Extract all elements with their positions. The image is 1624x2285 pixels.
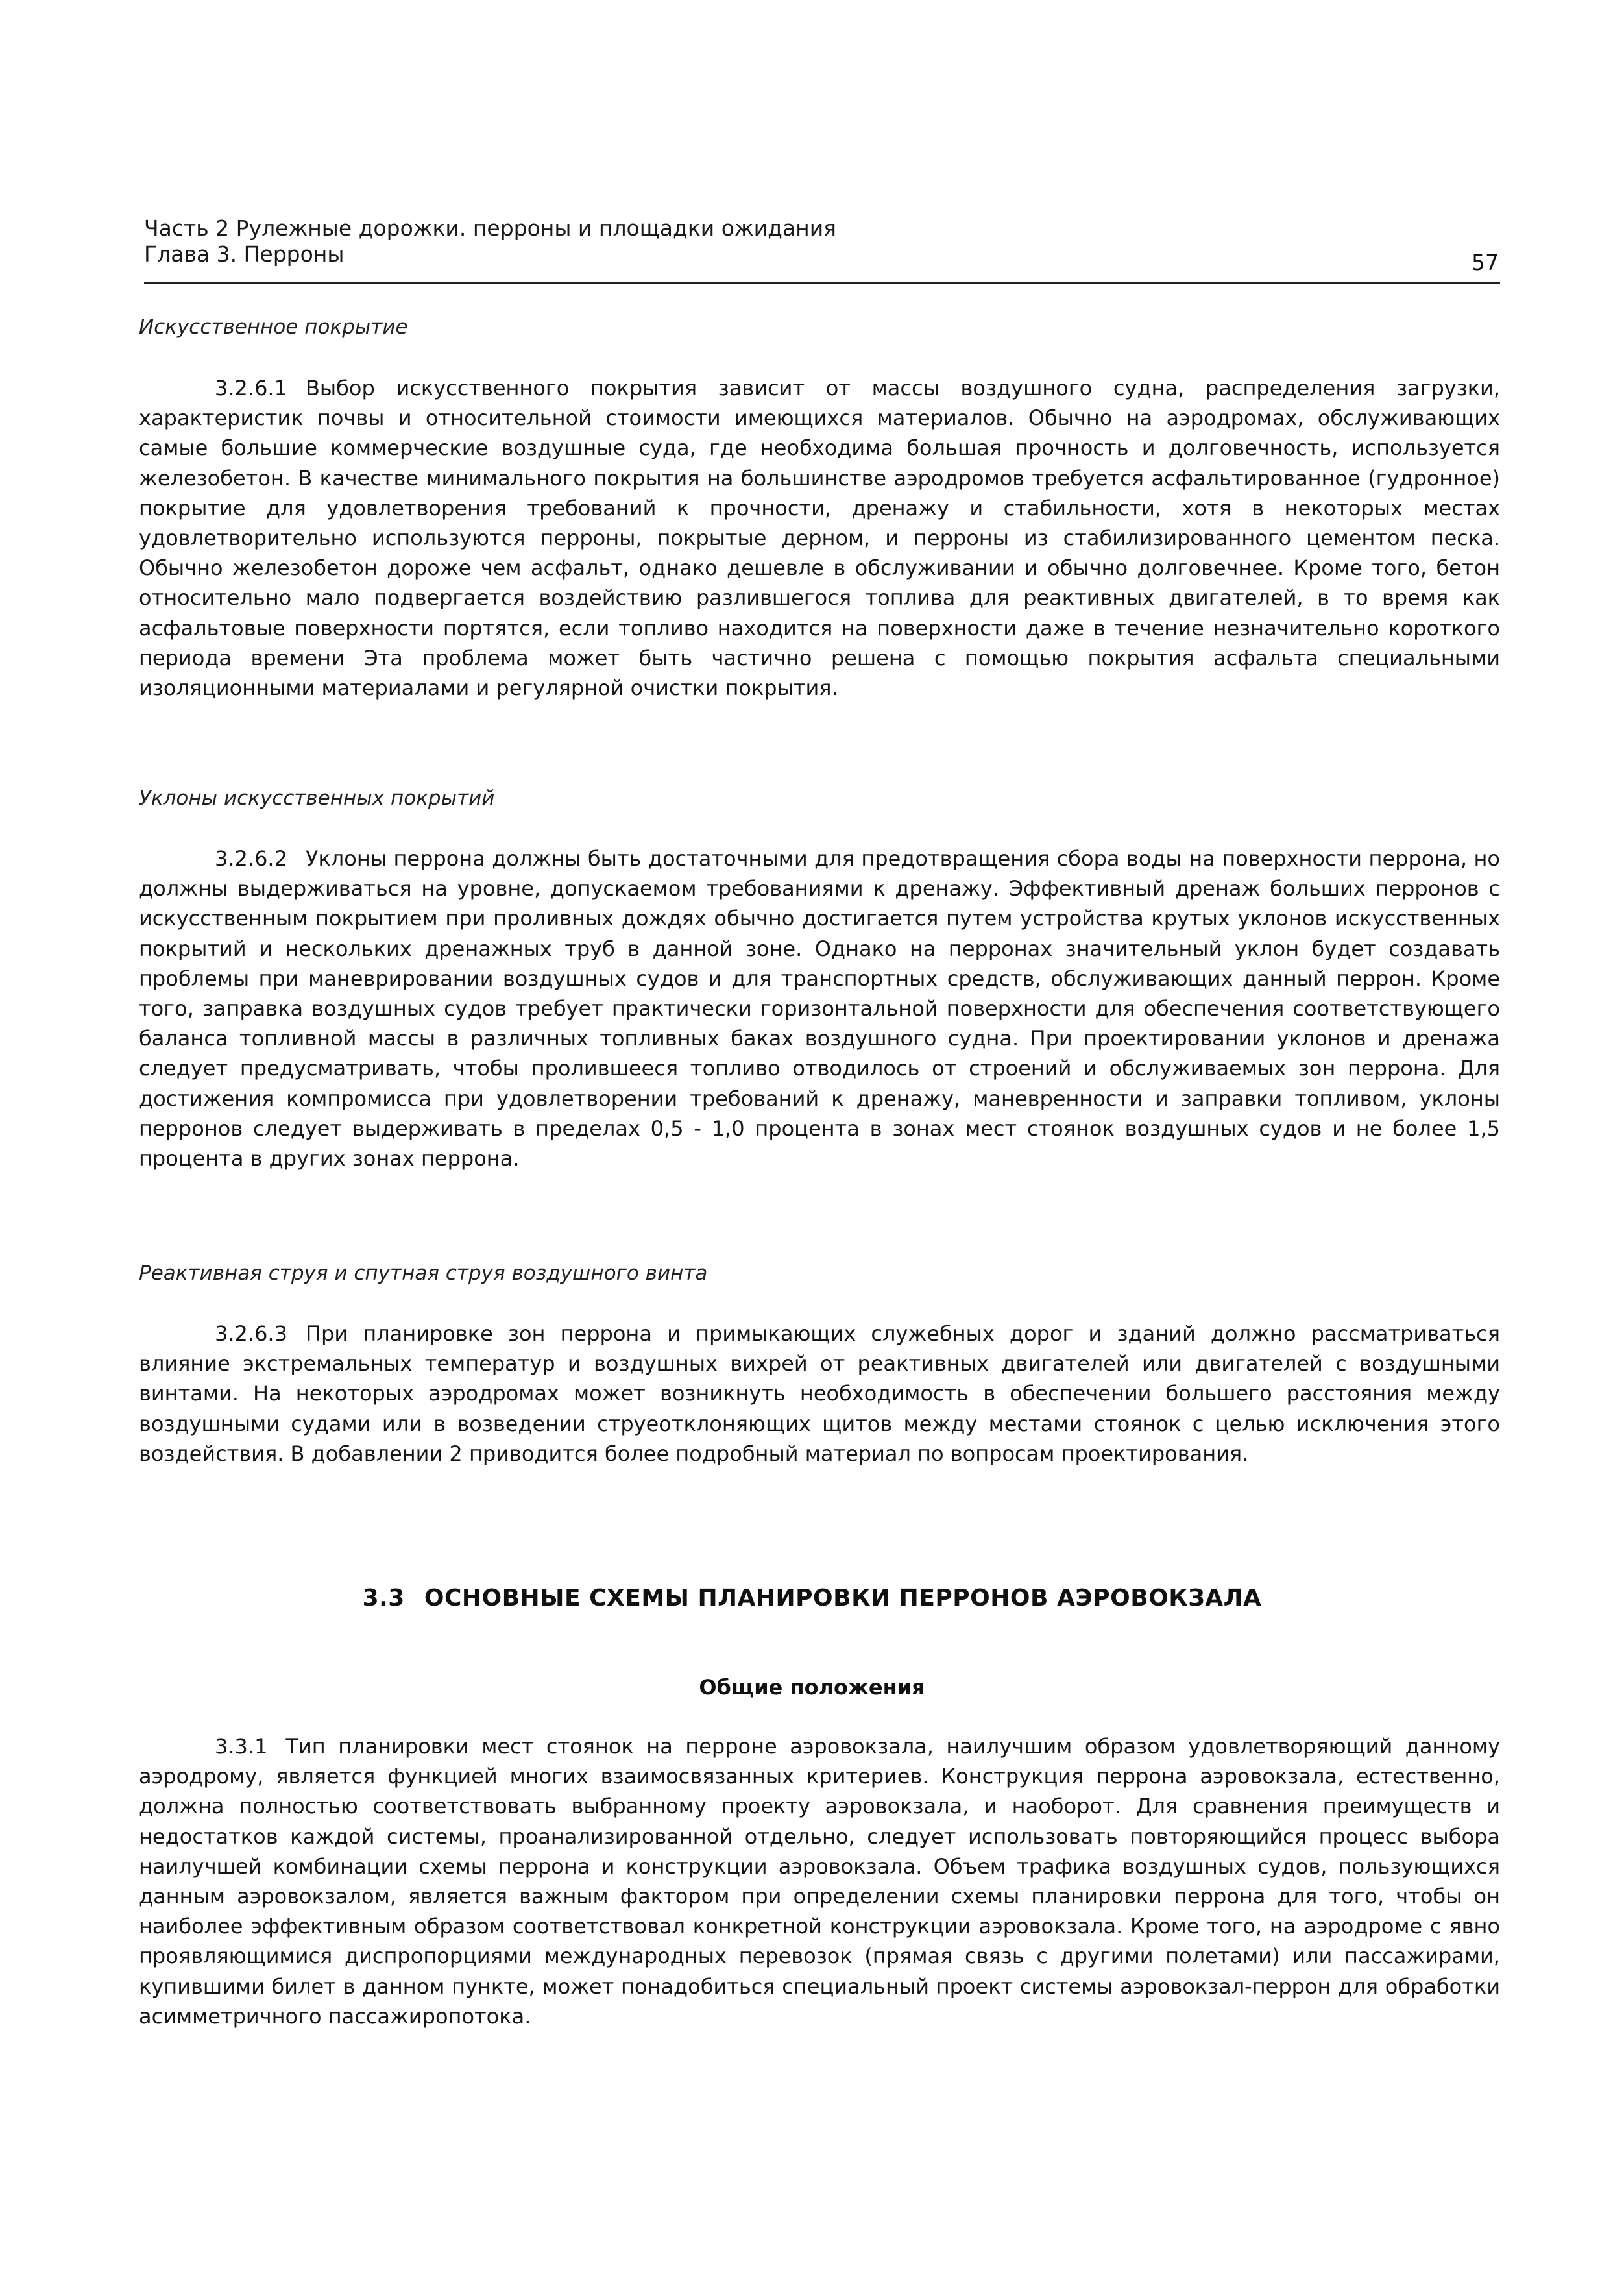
- paragraph-text: Выбор искусственного покрытия зависит от массы воздушного судна, распределения загрузки, характеристик почвы и относительной стоимости имеющихся материалов. Обычно на аэродромах, обслуживающих самые большие коммерческие воздушные суда, где необходима большая прочность и долговечность, используется железобетон. В качестве минимального покрытия на большинстве аэродромов требуется асфальтированное (гудронное) покрытие для удовлетворения требований к прочности, дренажу и стабильности, хотя в некоторых местах удовлетворительно используются перроны, покрытые дерном, и перроны из стабилизированного цементом песка. Обычно железобетон дороже чем асфальт, однако дешевле в обслуживании и обычно долговечнее. Кроме того, бетон относительно мало подвергается воздействию разлившегося топлива для реактивных двигателей, в то время как асфальтовые поверхности портятся, если топливо находится на поверхности даже в течение незначительно короткого периода времени Эта проблема может быть частично решена с помощью покрытия асфальта специальными изоляционными материалами и регулярной очистки покрытия.: [139, 376, 1500, 701]
- paragraph-number: 3.3.1: [215, 1734, 268, 1759]
- header-chapter-line: Глава 3. Перроны: [144, 241, 345, 267]
- paragraph-3-3-1: [139, 1731, 1500, 2031]
- header-rule: [144, 282, 1500, 284]
- subheading-jet-blast: Реактивная струя и спутная струя воздушного винта: [139, 1262, 708, 1285]
- paragraph-number: 3.2.6.1: [215, 376, 287, 400]
- paragraph-text: При планировке зон перрона и примыкающих служебных дорог и зданий должно рассматриваться влияние экстремальных температур и воздушных вихрей от реактивных двигателей или двигателей с воздушными винтами. На некоторых аэродромах может возникнуть необходимость в обеспечении большего расстояния между воздушными судами или в возведении струеотклоняющих щитов между местами стоянок с целью исключения этого воздействия. В добавлении 2 приводится более подробный материал по вопросам проектирования.: [139, 1321, 1500, 1466]
- section-title-text: ОСНОВНЫЕ СХЕМЫ ПЛАНИРОВКИ ПЕРРОНОВ АЭРОВОКЗАЛА: [424, 1585, 1262, 1611]
- header-part-line: Часть 2 Рулежные дорожки. перроны и площадки ожидания: [144, 215, 836, 241]
- paragraph-number: 3.2.6.2: [215, 846, 287, 871]
- paragraph-3-2-6-2: [139, 844, 1500, 1173]
- section-number: 3.3: [362, 1585, 405, 1611]
- section-title: [0, 1585, 1624, 1611]
- paragraph-text: Тип планировки мест стоянок на перроне аэровокзала, наилучшим образом удовлетворяющий данному аэродрому, является функцией многих взаимосвязанных критериев. Конструкция перрона аэровокзала, естественно, должна полностью соответствовать выбранному проекту аэровокзала, и наоборот. Для сравнения преимуществ и недостатков каждой системы, проанализированной отдельно, следует использовать повторяющийся процесс выбора наилучшей комбинации схемы перрона и конструкции аэровокзала. Объем трафика воздушных судов, пользующихся данным аэровокзалом, является важным фактором при определении схемы планировки перрона для того, чтобы он наиболее эффективным образом соответствовал конкретной конструкции аэровокзала. Кроме того, на аэродроме с явно проявляющимися диспропорциями международных перевозок (прямая связь с другими полетами) или пассажирами, купившими билет в данном пункте, может понадобиться специальный проект системы аэровокзал-перрон для обработки асимметричного пассажиропотока.: [139, 1734, 1500, 2029]
- paragraph-3-2-6-1: [139, 373, 1500, 703]
- running-header: [144, 215, 1500, 267]
- page-number: 57: [1472, 250, 1499, 275]
- subheading-surface: Искусственное покрытие: [139, 315, 408, 339]
- paragraph-number: 3.2.6.3: [215, 1321, 287, 1346]
- section-subtitle: Общие положения: [699, 1675, 925, 1700]
- paragraph-text: Уклоны перрона должны быть достаточными для предотвращения сбора воды на поверхности перрона, но должны выдерживаться на уровне, допускаемом требованиями к дренажу. Эффективный дренаж больших перронов с искусственным покрытием при проливных дождях обычно достигается путем устройства крутых уклонов искусственных покрытий и нескольких дренажных труб в данной зоне. Однако на перронах значительный уклон будет создавать проблемы при маневрировании воздушных судов и для транспортных средств, обслуживающих данный перрон. Кроме того, заправка воздушных судов требует практически горизонтальной поверхности для обеспечения соответствующего баланса топливной массы в различных топливных баках воздушного судна. При проектировании уклонов и дренажа следует предусматривать, чтобы пролившееся топливо отводилось от строений и обслуживаемых зон перрона. Для достижения компромисса при удовлетворении требований к дренажу, маневренности и заправки топливом, уклоны перронов следует выдерживать в пределах 0,5 - 1,0 процента в зонах мест стоянок воздушных судов и не более 1,5 процента в других зонах перрона.: [139, 846, 1500, 1171]
- subheading-slopes: Уклоны искусственных покрытий: [139, 787, 495, 810]
- paragraph-3-2-6-3: [139, 1319, 1500, 1469]
